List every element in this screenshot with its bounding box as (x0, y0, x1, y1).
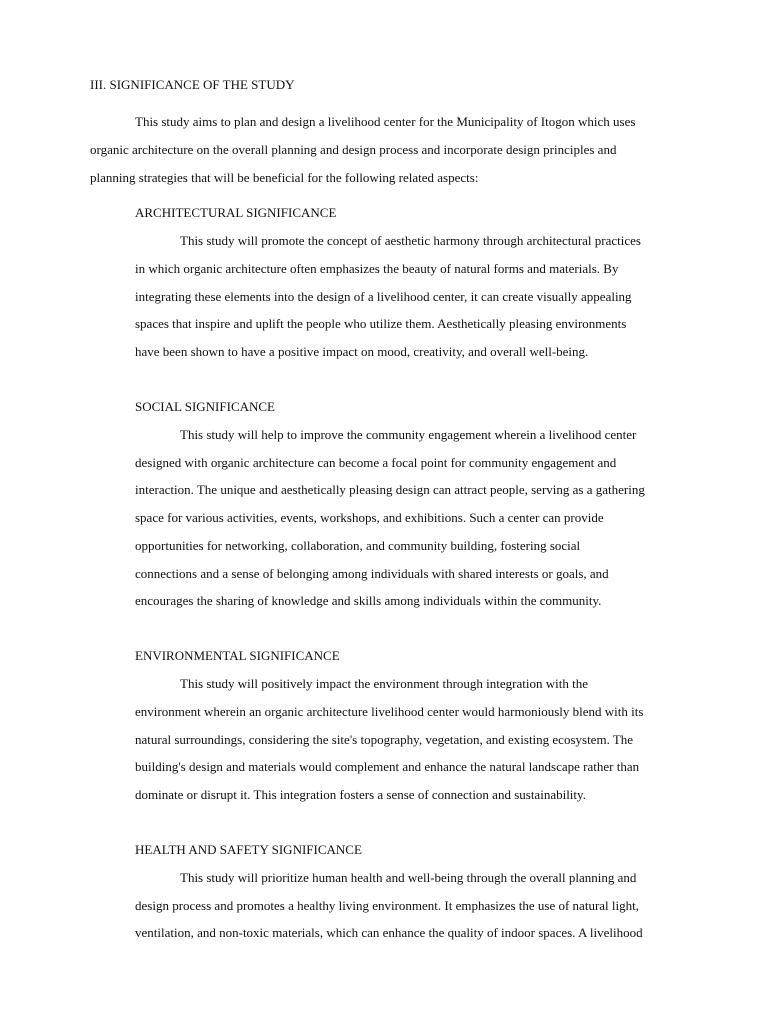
section-line: in which organic architecture often emphasizes the beauty of natural forms and materials. By (135, 261, 619, 276)
section-line: This study will prioritize human health and well-being through the overall planning and (180, 870, 637, 885)
section-line: spaces that inspire and uplift the people who utilize them. Aesthetically pleasing environments (135, 316, 627, 331)
section-heading: ARCHITECTURAL SIGNIFICANCE (135, 205, 337, 220)
page-title: III. SIGNIFICANCE OF THE STUDY (90, 77, 295, 92)
section-heading: HEALTH AND SAFETY SIGNIFICANCE (135, 842, 362, 857)
section-line: space for various activities, events, workshops, and exhibitions. Such a center can provide (135, 510, 604, 525)
section-line: design process and promotes a healthy living environment. It emphasizes the use of natural light, (135, 898, 639, 913)
intro-line: organic architecture on the overall planning and design process and incorporate design principles and (90, 142, 617, 157)
section-line: interaction. The unique and aesthetically pleasing design can attract people, serving as a gathering (135, 482, 645, 497)
section-line: This study will promote the concept of aesthetic harmony through architectural practices (180, 233, 641, 248)
section-line: This study will help to improve the community engagement wherein a livelihood center (180, 427, 637, 442)
section-line: integrating these elements into the design of a livelihood center, it can create visually appealing (135, 289, 632, 304)
section-line: environment wherein an organic architecture livelihood center would harmoniously blend with its (135, 704, 644, 719)
intro-line: planning strategies that will be beneficial for the following related aspects: (90, 170, 479, 185)
section-line: have been shown to have a positive impact on mood, creativity, and overall well-being. (135, 344, 589, 359)
section-line: connections and a sense of belonging among individuals with shared interests or goals, and (135, 566, 609, 581)
section-heading: ENVIRONMENTAL SIGNIFICANCE (135, 648, 340, 663)
section-line: dominate or disrupt it. This integration fosters a sense of connection and sustainability. (135, 787, 586, 802)
section-line: designed with organic architecture can become a focal point for community engagement and (135, 455, 617, 470)
section-heading: SOCIAL SIGNIFICANCE (135, 399, 275, 414)
section-line: natural surroundings, considering the site's topography, vegetation, and existing ecosystem. The (135, 732, 634, 747)
section-line: This study will positively impact the environment through integration with the (180, 676, 588, 691)
intro-line: This study aims to plan and design a livelihood center for the Municipality of Itogon which uses (135, 114, 636, 129)
section-line: encourages the sharing of knowledge and skills among individuals within the community. (135, 593, 602, 608)
section-line: opportunities for networking, collaboration, and community building, fostering social (135, 538, 581, 553)
section-line: building's design and materials would complement and enhance the natural landscape rather than (135, 759, 640, 774)
section-line: ventilation, and non-toxic materials, which can enhance the quality of indoor spaces. A livelihood (135, 925, 643, 940)
